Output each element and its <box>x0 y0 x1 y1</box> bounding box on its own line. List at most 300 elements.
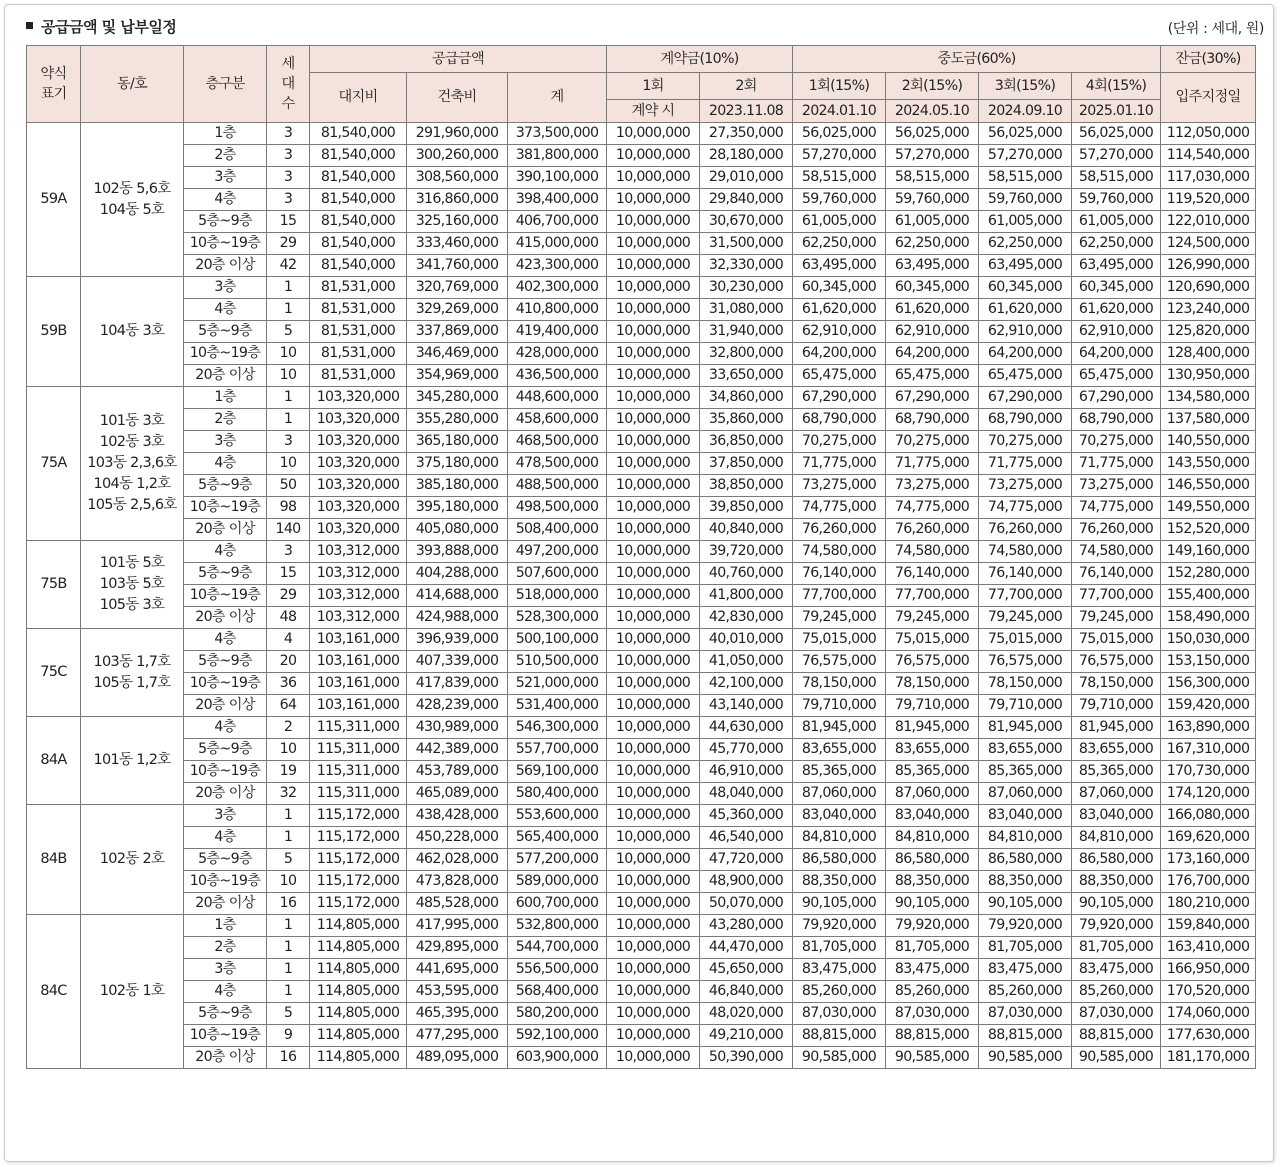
amount-cell: 130,950,000 <box>1161 365 1256 387</box>
amount-cell: 62,250,000 <box>793 233 886 255</box>
amount-cell: 44,630,000 <box>700 717 793 739</box>
amount-cell: 68,790,000 <box>793 409 886 431</box>
amount-cell: 152,520,000 <box>1161 519 1256 541</box>
amount-cell: 56,025,000 <box>793 123 886 145</box>
amount-cell: 521,000,000 <box>508 673 607 695</box>
amount-cell: 10,000,000 <box>607 761 700 783</box>
amount-cell: 103,320,000 <box>310 453 407 475</box>
amount-cell: 143,550,000 <box>1161 453 1256 475</box>
amount-cell: 10,000,000 <box>607 277 700 299</box>
amount-cell: 156,300,000 <box>1161 673 1256 695</box>
amount-cell: 83,655,000 <box>1072 739 1161 761</box>
amount-cell: 10,000,000 <box>607 145 700 167</box>
amount-cell: 83,040,000 <box>1072 805 1161 827</box>
amount-cell: 114,805,000 <box>310 1003 407 1025</box>
amount-cell: 300,260,000 <box>407 145 508 167</box>
amount-cell: 448,600,000 <box>508 387 607 409</box>
amount-cell: 163,410,000 <box>1161 937 1256 959</box>
amount-cell: 63,495,000 <box>793 255 886 277</box>
amount-cell: 103,320,000 <box>310 519 407 541</box>
table-row <box>27 937 1256 959</box>
amount-cell: 62,910,000 <box>793 321 886 343</box>
amount-cell: 85,365,000 <box>1072 761 1161 783</box>
amount-cell: 10,000,000 <box>607 937 700 959</box>
amount-cell: 50,390,000 <box>700 1047 793 1069</box>
table-row <box>27 695 1256 717</box>
amount-cell: 465,395,000 <box>407 1003 508 1025</box>
amount-cell: 59,760,000 <box>886 189 979 211</box>
table-row <box>27 607 1256 629</box>
amount-cell: 10,000,000 <box>607 1003 700 1025</box>
households-cell: 1 <box>267 937 310 959</box>
amount-cell: 78,150,000 <box>793 673 886 695</box>
households-cell: 50 <box>267 475 310 497</box>
amount-cell: 589,000,000 <box>508 871 607 893</box>
table-row <box>27 475 1256 497</box>
amount-cell: 592,100,000 <box>508 1025 607 1047</box>
header-mid2: 2회(15%) <box>886 73 979 100</box>
amount-cell: 43,280,000 <box>700 915 793 937</box>
amount-cell: 76,140,000 <box>979 563 1072 585</box>
header-households: 세 대 수 <box>267 46 310 123</box>
amount-cell: 341,760,000 <box>407 255 508 277</box>
amount-cell: 81,540,000 <box>310 233 407 255</box>
amount-cell: 74,580,000 <box>886 541 979 563</box>
households-cell: 5 <box>267 849 310 871</box>
amount-cell: 126,990,000 <box>1161 255 1256 277</box>
header-type: 약식 표기 <box>27 46 81 123</box>
amount-cell: 441,695,000 <box>407 959 508 981</box>
floor-cell: 10층~19층 <box>184 761 267 783</box>
amount-cell: 115,172,000 <box>310 871 407 893</box>
amount-cell: 406,700,000 <box>508 211 607 233</box>
header-floor: 층구분 <box>184 46 267 123</box>
amount-cell: 64,200,000 <box>979 343 1072 365</box>
households-cell: 36 <box>267 673 310 695</box>
floor-cell: 2층 <box>184 409 267 431</box>
amount-cell: 373,500,000 <box>508 123 607 145</box>
amount-cell: 41,800,000 <box>700 585 793 607</box>
amount-cell: 500,100,000 <box>508 629 607 651</box>
households-cell: 16 <box>267 1047 310 1069</box>
amount-cell: 59,760,000 <box>979 189 1072 211</box>
households-cell: 5 <box>267 1003 310 1025</box>
amount-cell: 150,030,000 <box>1161 629 1256 651</box>
amount-cell: 507,600,000 <box>508 563 607 585</box>
amount-cell: 45,360,000 <box>700 805 793 827</box>
amount-cell: 88,815,000 <box>979 1025 1072 1047</box>
floor-cell: 2층 <box>184 937 267 959</box>
amount-cell: 166,950,000 <box>1161 959 1256 981</box>
amount-cell: 86,580,000 <box>979 849 1072 871</box>
amount-cell: 180,210,000 <box>1161 893 1256 915</box>
amount-cell: 79,245,000 <box>793 607 886 629</box>
amount-cell: 64,200,000 <box>1072 343 1161 365</box>
table-row <box>27 915 1256 937</box>
header-dep1: 1회 <box>607 73 700 100</box>
amount-cell: 345,280,000 <box>407 387 508 409</box>
amount-cell: 390,100,000 <box>508 167 607 189</box>
amount-cell: 478,500,000 <box>508 453 607 475</box>
header-total: 계 <box>508 73 607 123</box>
amount-cell: 423,300,000 <box>508 255 607 277</box>
households-cell: 29 <box>267 233 310 255</box>
amount-cell: 155,400,000 <box>1161 585 1256 607</box>
amount-cell: 65,475,000 <box>793 365 886 387</box>
amount-cell: 76,575,000 <box>1072 651 1161 673</box>
amount-cell: 79,245,000 <box>979 607 1072 629</box>
amount-cell: 508,400,000 <box>508 519 607 541</box>
amount-cell: 60,345,000 <box>886 277 979 299</box>
table-row <box>27 497 1256 519</box>
amount-cell: 35,860,000 <box>700 409 793 431</box>
amount-cell: 79,245,000 <box>886 607 979 629</box>
amount-cell: 428,000,000 <box>508 343 607 365</box>
amount-cell: 90,105,000 <box>1072 893 1161 915</box>
amount-cell: 87,030,000 <box>886 1003 979 1025</box>
households-cell: 1 <box>267 827 310 849</box>
amount-cell: 79,710,000 <box>793 695 886 717</box>
amount-cell: 528,300,000 <box>508 607 607 629</box>
amount-cell: 81,531,000 <box>310 343 407 365</box>
amount-cell: 77,700,000 <box>793 585 886 607</box>
amount-cell: 393,888,000 <box>407 541 508 563</box>
amount-cell: 83,475,000 <box>886 959 979 981</box>
amount-cell: 10,000,000 <box>607 255 700 277</box>
amount-cell: 462,028,000 <box>407 849 508 871</box>
floor-cell: 5층~9층 <box>184 321 267 343</box>
amount-cell: 10,000,000 <box>607 519 700 541</box>
amount-cell: 429,895,000 <box>407 937 508 959</box>
square-bullet-icon <box>26 22 33 29</box>
table-row <box>27 387 1256 409</box>
amount-cell: 381,800,000 <box>508 145 607 167</box>
header-mid3: 3회(15%) <box>979 73 1072 100</box>
amount-cell: 83,040,000 <box>793 805 886 827</box>
amount-cell: 169,620,000 <box>1161 827 1256 849</box>
amount-cell: 81,531,000 <box>310 299 407 321</box>
amount-cell: 580,400,000 <box>508 783 607 805</box>
amount-cell: 450,228,000 <box>407 827 508 849</box>
amount-cell: 76,140,000 <box>886 563 979 585</box>
amount-cell: 83,040,000 <box>979 805 1072 827</box>
amount-cell: 83,655,000 <box>979 739 1072 761</box>
table-row <box>27 739 1256 761</box>
section-title-text: 공급금액 및 납부일정 <box>41 18 177 36</box>
amount-cell: 115,311,000 <box>310 717 407 739</box>
amount-cell: 87,030,000 <box>1072 1003 1161 1025</box>
amount-cell: 87,060,000 <box>793 783 886 805</box>
amount-cell: 81,531,000 <box>310 321 407 343</box>
amount-cell: 48,020,000 <box>700 1003 793 1025</box>
amount-cell: 115,311,000 <box>310 761 407 783</box>
amount-cell: 81,540,000 <box>310 211 407 233</box>
amount-cell: 103,312,000 <box>310 563 407 585</box>
amount-cell: 10,000,000 <box>607 585 700 607</box>
header-dep2: 2회 <box>700 73 793 100</box>
table-row <box>27 409 1256 431</box>
households-cell: 5 <box>267 321 310 343</box>
table-row <box>27 277 1256 299</box>
floor-cell: 10층~19층 <box>184 497 267 519</box>
price-table-body <box>27 123 1256 1069</box>
amount-cell: 10,000,000 <box>607 959 700 981</box>
amount-cell: 167,310,000 <box>1161 739 1256 761</box>
amount-cell: 37,850,000 <box>700 453 793 475</box>
amount-cell: 39,850,000 <box>700 497 793 519</box>
households-cell: 64 <box>267 695 310 717</box>
amount-cell: 465,089,000 <box>407 783 508 805</box>
amount-cell: 90,585,000 <box>1072 1047 1161 1069</box>
table-row <box>27 959 1256 981</box>
amount-cell: 103,312,000 <box>310 585 407 607</box>
floor-cell: 3층 <box>184 167 267 189</box>
amount-cell: 565,400,000 <box>508 827 607 849</box>
header-land: 대지비 <box>310 73 407 123</box>
amount-cell: 103,161,000 <box>310 673 407 695</box>
floor-cell: 5층~9층 <box>184 563 267 585</box>
amount-cell: 60,345,000 <box>1072 277 1161 299</box>
amount-cell: 518,000,000 <box>508 585 607 607</box>
amount-cell: 81,540,000 <box>310 189 407 211</box>
amount-cell: 489,095,000 <box>407 1047 508 1069</box>
amount-cell: 159,420,000 <box>1161 695 1256 717</box>
amount-cell: 60,345,000 <box>979 277 1072 299</box>
table-row <box>27 893 1256 915</box>
amount-cell: 10,000,000 <box>607 321 700 343</box>
building-unit-label: 101동 3호 102동 3호 103동 2,3,6호 104동 1,2호 105동 2,5,6호 <box>81 387 184 541</box>
amount-cell: 47,720,000 <box>700 849 793 871</box>
amount-cell: 85,260,000 <box>886 981 979 1003</box>
section-title <box>26 16 176 37</box>
floor-cell: 20층 이상 <box>184 255 267 277</box>
amount-cell: 137,580,000 <box>1161 409 1256 431</box>
amount-cell: 81,540,000 <box>310 255 407 277</box>
amount-cell: 59,760,000 <box>793 189 886 211</box>
amount-cell: 90,105,000 <box>793 893 886 915</box>
amount-cell: 56,025,000 <box>1072 123 1161 145</box>
amount-cell: 40,840,000 <box>700 519 793 541</box>
floor-cell: 4층 <box>184 981 267 1003</box>
table-row <box>27 1025 1256 1047</box>
amount-cell: 10,000,000 <box>607 233 700 255</box>
floor-cell: 3층 <box>184 277 267 299</box>
amount-cell: 103,161,000 <box>310 629 407 651</box>
amount-cell: 43,140,000 <box>700 695 793 717</box>
amount-cell: 74,775,000 <box>1072 497 1161 519</box>
amount-cell: 31,940,000 <box>700 321 793 343</box>
amount-cell: 10,000,000 <box>607 893 700 915</box>
amount-cell: 76,260,000 <box>1072 519 1161 541</box>
floor-cell: 4층 <box>184 827 267 849</box>
amount-cell: 63,495,000 <box>886 255 979 277</box>
amount-cell: 86,580,000 <box>886 849 979 871</box>
households-cell: 98 <box>267 497 310 519</box>
unit-type-label: 59B <box>27 277 81 387</box>
amount-cell: 74,580,000 <box>1072 541 1161 563</box>
building-unit-label: 101동 1,2호 <box>81 717 184 805</box>
amount-cell: 73,275,000 <box>793 475 886 497</box>
amount-cell: 83,475,000 <box>1072 959 1161 981</box>
amount-cell: 170,730,000 <box>1161 761 1256 783</box>
floor-cell: 20층 이상 <box>184 893 267 915</box>
amount-cell: 50,070,000 <box>700 893 793 915</box>
amount-cell: 42,830,000 <box>700 607 793 629</box>
amount-cell: 41,050,000 <box>700 651 793 673</box>
amount-cell: 88,815,000 <box>886 1025 979 1047</box>
households-cell: 1 <box>267 981 310 1003</box>
table-row <box>27 761 1256 783</box>
amount-cell: 10,000,000 <box>607 365 700 387</box>
amount-cell: 410,800,000 <box>508 299 607 321</box>
amount-cell: 580,200,000 <box>508 1003 607 1025</box>
amount-cell: 78,150,000 <box>979 673 1072 695</box>
households-cell: 16 <box>267 893 310 915</box>
amount-cell: 86,580,000 <box>793 849 886 871</box>
table-row <box>27 849 1256 871</box>
floor-cell: 3층 <box>184 431 267 453</box>
floor-cell: 20층 이상 <box>184 607 267 629</box>
amount-cell: 62,250,000 <box>979 233 1072 255</box>
amount-cell: 90,105,000 <box>979 893 1072 915</box>
amount-cell: 337,869,000 <box>407 321 508 343</box>
households-cell: 10 <box>267 365 310 387</box>
floor-cell: 5층~9층 <box>184 211 267 233</box>
amount-cell: 77,700,000 <box>1072 585 1161 607</box>
header-mid1: 1회(15%) <box>793 73 886 100</box>
price-schedule-table <box>26 45 1256 1069</box>
amount-cell: 405,080,000 <box>407 519 508 541</box>
amount-cell: 10,000,000 <box>607 827 700 849</box>
amount-cell: 90,105,000 <box>886 893 979 915</box>
amount-cell: 71,775,000 <box>979 453 1072 475</box>
amount-cell: 29,010,000 <box>700 167 793 189</box>
floor-cell: 20층 이상 <box>184 365 267 387</box>
amount-cell: 419,400,000 <box>508 321 607 343</box>
amount-cell: 57,270,000 <box>886 145 979 167</box>
amount-cell: 152,280,000 <box>1161 563 1256 585</box>
floor-cell: 2층 <box>184 145 267 167</box>
amount-cell: 88,815,000 <box>793 1025 886 1047</box>
table-row <box>27 1047 1256 1069</box>
amount-cell: 115,311,000 <box>310 739 407 761</box>
amount-cell: 63,495,000 <box>1072 255 1161 277</box>
amount-cell: 73,275,000 <box>979 475 1072 497</box>
amount-cell: 90,585,000 <box>979 1047 1072 1069</box>
amount-cell: 385,180,000 <box>407 475 508 497</box>
floor-cell: 10층~19층 <box>184 1025 267 1047</box>
amount-cell: 85,365,000 <box>979 761 1072 783</box>
households-cell: 1 <box>267 387 310 409</box>
amount-cell: 163,890,000 <box>1161 717 1256 739</box>
amount-cell: 146,550,000 <box>1161 475 1256 497</box>
amount-cell: 114,805,000 <box>310 915 407 937</box>
households-cell: 3 <box>267 145 310 167</box>
amount-cell: 78,150,000 <box>886 673 979 695</box>
amount-cell: 67,290,000 <box>979 387 1072 409</box>
table-row <box>27 563 1256 585</box>
amount-cell: 103,312,000 <box>310 541 407 563</box>
households-cell: 29 <box>267 585 310 607</box>
amount-cell: 45,650,000 <box>700 959 793 981</box>
households-cell: 1 <box>267 959 310 981</box>
households-cell: 1 <box>267 915 310 937</box>
amount-cell: 84,810,000 <box>1072 827 1161 849</box>
amount-cell: 149,160,000 <box>1161 541 1256 563</box>
amount-cell: 75,015,000 <box>793 629 886 651</box>
amount-cell: 170,520,000 <box>1161 981 1256 1003</box>
header-mid4-date: 2025.01.10 <box>1072 100 1161 123</box>
households-cell: 10 <box>267 739 310 761</box>
amount-cell: 10,000,000 <box>607 123 700 145</box>
amount-cell: 70,275,000 <box>793 431 886 453</box>
amount-cell: 10,000,000 <box>607 1025 700 1047</box>
amount-cell: 103,320,000 <box>310 409 407 431</box>
amount-cell: 85,365,000 <box>793 761 886 783</box>
floor-cell: 1층 <box>184 915 267 937</box>
header-unit: 동/호 <box>81 46 184 123</box>
amount-cell: 75,015,000 <box>979 629 1072 651</box>
amount-cell: 78,150,000 <box>1072 673 1161 695</box>
amount-cell: 81,540,000 <box>310 167 407 189</box>
floor-cell: 20층 이상 <box>184 783 267 805</box>
amount-cell: 83,475,000 <box>793 959 886 981</box>
amount-cell: 42,100,000 <box>700 673 793 695</box>
amount-cell: 61,005,000 <box>1072 211 1161 233</box>
amount-cell: 75,015,000 <box>1072 629 1161 651</box>
amount-cell: 85,260,000 <box>793 981 886 1003</box>
households-cell: 19 <box>267 761 310 783</box>
amount-cell: 10,000,000 <box>607 453 700 475</box>
households-cell: 3 <box>267 541 310 563</box>
floor-cell: 10층~19층 <box>184 343 267 365</box>
amount-cell: 61,005,000 <box>886 211 979 233</box>
households-cell: 9 <box>267 1025 310 1047</box>
amount-cell: 46,910,000 <box>700 761 793 783</box>
amount-cell: 79,710,000 <box>1072 695 1161 717</box>
floor-cell: 1층 <box>184 123 267 145</box>
households-cell: 1 <box>267 277 310 299</box>
amount-cell: 414,688,000 <box>407 585 508 607</box>
amount-cell: 176,700,000 <box>1161 871 1256 893</box>
table-row <box>27 365 1256 387</box>
amount-cell: 62,910,000 <box>979 321 1072 343</box>
amount-cell: 76,260,000 <box>793 519 886 541</box>
table-row <box>27 453 1256 475</box>
amount-cell: 71,775,000 <box>886 453 979 475</box>
amount-cell: 577,200,000 <box>508 849 607 871</box>
floor-cell: 20층 이상 <box>184 519 267 541</box>
amount-cell: 117,030,000 <box>1161 167 1256 189</box>
amount-cell: 316,860,000 <box>407 189 508 211</box>
table-row <box>27 255 1256 277</box>
floor-cell: 4층 <box>184 717 267 739</box>
amount-cell: 32,800,000 <box>700 343 793 365</box>
households-cell: 2 <box>267 717 310 739</box>
amount-cell: 68,790,000 <box>979 409 1072 431</box>
amount-cell: 76,575,000 <box>886 651 979 673</box>
amount-cell: 546,300,000 <box>508 717 607 739</box>
amount-cell: 88,815,000 <box>1072 1025 1161 1047</box>
amount-cell: 10,000,000 <box>607 673 700 695</box>
amount-cell: 77,700,000 <box>979 585 1072 607</box>
building-unit-label: 102동 1호 <box>81 915 184 1069</box>
amount-cell: 81,705,000 <box>1072 937 1161 959</box>
amount-cell: 10,000,000 <box>607 541 700 563</box>
unit-type-label: 75C <box>27 629 81 717</box>
amount-cell: 120,690,000 <box>1161 277 1256 299</box>
unit-type-label: 84C <box>27 915 81 1069</box>
